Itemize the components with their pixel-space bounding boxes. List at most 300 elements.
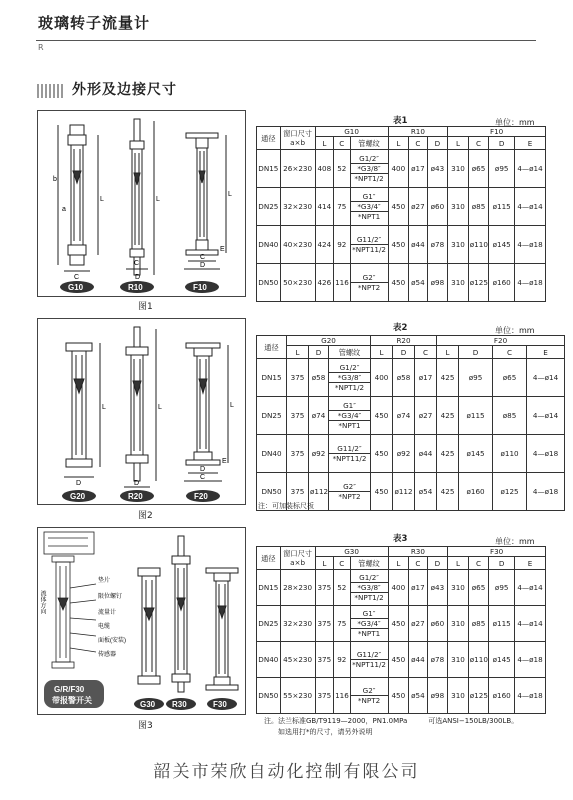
header-size: 通径 [257,127,281,150]
svg-text:D: D [200,262,206,269]
thread-line: *G3/8″ [351,164,388,174]
cell-value: 310 [448,188,469,226]
header-col: L [388,137,409,150]
cell-size: DN15 [257,150,281,188]
cell-value: 450 [388,264,409,302]
cell-value: ø60 [427,606,448,642]
thread-line: *NPT11/2 [352,660,386,669]
tag-r30: R30 [172,700,187,709]
cell-value: 4—ø18 [527,473,565,511]
svg-text:L: L [102,404,106,411]
cell-value: ø85 [468,188,489,226]
header-inlet-line2: a×b [290,558,306,567]
table3-caption: 表3 [393,534,408,544]
header-col: E [515,137,546,150]
cell-value: 400 [388,570,409,606]
cell-value: ø27 [409,606,428,642]
cell-value: 4—ø14 [515,570,546,606]
r10-drawing [126,119,154,275]
thread-line: *G3/4″ [351,619,388,629]
table-3 [256,546,546,714]
table-row [257,264,546,302]
cell-value: 75 [334,188,350,226]
cell-value: 4—ø14 [527,359,565,397]
header-col: D [459,346,493,359]
header-col: D [427,137,448,150]
header-group: F10 [448,127,546,137]
thread-line: *NPT1 [338,421,361,430]
svg-text:a: a [62,206,66,213]
cell-value: ø60 [427,188,448,226]
thread-line: *NPT1/2 [334,383,365,392]
cell-value: 426 [315,264,334,302]
header-col: D [489,137,515,150]
header-group: F20 [437,336,565,346]
thread-line: G11/2″ [351,650,388,660]
header-col: 管螺纹 [350,557,388,570]
svg-text:C: C [200,474,206,481]
header-group: R10 [388,127,448,137]
thread-line: *G3/8″ [351,583,388,593]
table2-caption: 表2 [393,323,408,333]
cell-value: ø17 [409,150,428,188]
cell-value: ø65 [468,150,489,188]
thread-line: G1/2″ [351,573,388,583]
table-row [257,188,546,226]
header-col: D [427,557,448,570]
alarm-subtitle: 带报警开关 [52,696,92,705]
svg-text:E: E [222,458,227,465]
header-group: G20 [287,336,371,346]
flow-direction-label: 流体方向 [39,590,45,614]
header-col: E [515,557,546,570]
cell-thread [350,150,388,188]
cell-value: 450 [371,397,393,435]
svg-text:L: L [156,196,160,203]
thread-line: G1″ [351,609,388,619]
cell-thread [350,264,388,302]
annotation-sensor: 传感器 [98,652,117,658]
header-col: L [315,137,334,150]
cell-value: ø160 [459,473,493,511]
header-size: 通径 [257,547,281,570]
thread-line: *NPT2 [338,492,361,501]
cell-value: 4—ø18 [515,642,546,678]
cell-value: ø43 [427,150,448,188]
table-row [257,570,546,606]
cell-value: 4—ø18 [527,435,565,473]
cell-value: 408 [315,150,334,188]
table-row [257,397,565,435]
cell-value: ø145 [489,642,515,678]
table3-note1: 注。法兰标准GB/T9119—2000，PN1.0MPa 可选ANSI−150LB/300LB。 [264,717,519,725]
cell-value: ø92 [309,435,329,473]
cell-value: ø44 [415,435,437,473]
table-header-row [257,336,565,346]
thread-line: *G3/4″ [329,411,370,421]
table1-caption: 表1 [393,116,408,126]
header-group: G10 [315,127,388,137]
cell-value: ø85 [468,606,489,642]
r30-drawing [172,536,190,692]
header-mark: R [38,43,44,52]
header-group: G30 [315,547,388,557]
table-subheader-row [257,346,565,359]
cell-size: DN50 [257,264,281,302]
cell-value: 310 [448,642,469,678]
figure-2-caption: 图2 [138,511,153,521]
cell-value: 116 [334,678,350,714]
cell-value: 4—ø18 [515,264,546,302]
cell-value: 375 [315,570,334,606]
table-row [257,678,546,714]
cell-value: 450 [371,473,393,511]
header-inlet-line1: 窗口尺寸 [283,129,312,138]
cell-thread [329,397,371,435]
cell-value: ø65 [493,359,527,397]
header-col: L [388,557,409,570]
cell-value: ø58 [393,359,415,397]
thread-line: *NPT1/2 [354,593,384,602]
header-col: C [409,137,428,150]
annotation-flowmeter: 流量计 [98,610,117,616]
cell-value: ø145 [459,435,493,473]
cell-value: ø54 [415,473,437,511]
cell-value: ø110 [468,642,489,678]
table-1 [256,126,546,302]
header-size: 通径 [257,336,287,359]
svg-text:C: C [134,260,140,267]
cell-inlet: 50×230 [280,264,315,302]
svg-text:L: L [100,196,104,203]
company-footer: 韶关市荣欣自动化控制有限公司 [153,762,420,782]
annotation-cable: 电缆 [98,624,111,630]
cell-value: ø115 [489,606,515,642]
cell-value: 450 [388,226,409,264]
cell-value: 52 [334,570,350,606]
svg-text:L: L [228,191,232,198]
header-col: D [393,346,415,359]
cell-value: 116 [334,264,350,302]
alarm-title: G/R/F30 [54,685,85,694]
header-col: L [437,346,459,359]
thread-line: G1/2″ [329,363,370,373]
cell-thread [329,435,371,473]
cell-value: 375 [287,435,309,473]
svg-text:D: D [135,274,141,281]
cell-value: ø125 [468,678,489,714]
header-col: L [448,137,469,150]
thread-line: *NPT1/2 [354,174,384,183]
figure-2 [37,318,246,505]
thread-line: *G3/8″ [329,373,370,383]
cell-value: ø95 [459,359,493,397]
svg-text:C: C [200,254,206,261]
alarm-circuit-diagram [44,532,96,668]
cell-value: ø27 [415,397,437,435]
cell-value: ø112 [309,473,329,511]
cell-value: 414 [315,188,334,226]
cell-value: ø65 [468,570,489,606]
cell-value: 425 [437,435,459,473]
cell-thread [350,678,388,714]
cell-size: DN50 [257,678,281,714]
cell-size: DN40 [257,642,281,678]
cell-thread [350,606,388,642]
header-col: C [415,346,437,359]
cell-value: 310 [448,678,469,714]
cell-value: 425 [437,359,459,397]
cell-size: DN25 [257,397,287,435]
cell-value: ø54 [409,264,428,302]
header-col: E [527,346,565,359]
cell-value: 450 [388,606,409,642]
cell-value: ø43 [427,570,448,606]
cell-value: ø115 [459,397,493,435]
cell-value: ø92 [393,435,415,473]
cell-inlet: 28×230 [280,570,315,606]
cell-size: DN25 [257,606,281,642]
tag-g30: G30 [140,700,156,709]
header-col: L [287,346,309,359]
header-col: C [334,557,350,570]
cell-value: ø115 [489,188,515,226]
tag-f30: F30 [213,700,227,709]
cell-value: 375 [315,678,334,714]
table2-note: 注：可加装标尺板 [258,502,314,510]
header-col: C [468,557,489,570]
header-inlet [280,127,315,150]
cell-value: ø78 [427,226,448,264]
header-col: 管螺纹 [329,346,371,359]
cell-thread [329,359,371,397]
cell-value: 310 [448,264,469,302]
thread-line: G1/2″ [351,154,388,164]
g20-drawing [64,343,100,477]
cell-value: 4—ø14 [515,150,546,188]
cell-value: ø27 [409,188,428,226]
thread-line: *NPT1 [357,212,381,221]
cell-value: ø125 [493,473,527,511]
cell-thread [329,473,371,511]
cell-value: 375 [315,606,334,642]
svg-text:D: D [76,480,82,487]
header-col: C [334,137,350,150]
cell-value: ø44 [409,226,428,264]
header-col: 管螺纹 [350,137,388,150]
header-col: D [489,557,515,570]
cell-value: ø74 [393,397,415,435]
section-marker-icon [37,84,63,98]
svg-text:D: D [200,466,206,473]
cell-value: ø17 [409,570,428,606]
cell-value: ø160 [489,678,515,714]
f30-drawing [206,568,238,690]
table-row [257,359,565,397]
cell-inlet: 26×230 [280,150,315,188]
cell-size: DN25 [257,188,281,226]
cell-value: 424 [315,226,334,264]
table2-unit: 单位：mm [495,326,535,335]
cell-value: ø98 [427,678,448,714]
r20-drawing [124,327,156,487]
table-header-row [257,127,546,137]
header-col: L [315,557,334,570]
cell-value: 450 [371,435,393,473]
cell-value: 310 [448,150,469,188]
thread-line: *G3/4″ [351,202,388,212]
cell-inlet: 45×230 [280,642,315,678]
svg-text:C: C [74,274,80,281]
header-col: D [309,346,329,359]
header-col: L [448,557,469,570]
svg-text:L: L [230,402,234,409]
cell-inlet: 32×230 [280,188,315,226]
cell-thread [350,642,388,678]
cell-value: ø110 [493,435,527,473]
g30-drawing [138,568,160,684]
svg-text:E: E [220,246,225,253]
cell-thread [350,226,388,264]
header-group: R30 [388,547,448,557]
thread-line: G11/2″ [351,235,388,245]
page-title: 玻璃转子流量计 [38,14,151,32]
cell-value: 425 [437,473,459,511]
table-row [257,435,565,473]
cell-value: 4—ø14 [515,606,546,642]
cell-value: 450 [388,678,409,714]
table-row [257,642,546,678]
cell-value: 310 [448,226,469,264]
cell-value: 375 [287,473,309,511]
cell-value: ø85 [493,397,527,435]
header-inlet [280,547,315,570]
thread-line: G1″ [351,192,388,202]
header-col: L [371,346,393,359]
cell-value: 4—ø14 [515,188,546,226]
figure-1-caption: 图1 [138,302,153,312]
annotation-gasket: 垫片 [98,578,111,584]
tag-r10: R10 [128,283,143,292]
header-col: C [409,557,428,570]
table-row [257,606,546,642]
cell-value: 310 [448,570,469,606]
cell-inlet: 40×230 [280,226,315,264]
thread-line: G2″ [351,273,388,283]
svg-text:L: L [158,404,162,411]
cell-size: DN15 [257,359,287,397]
cell-value: ø95 [489,150,515,188]
thread-line: *NPT2 [357,283,381,292]
header-group: R20 [371,336,437,346]
tag-f10: F10 [193,283,207,292]
table-row [257,226,546,264]
figure-1 [37,110,246,297]
table3-note2: 如选用打*的尺寸，请另外说明 [264,728,373,736]
cell-value: 450 [388,642,409,678]
cell-size: DN40 [257,226,281,264]
annotation-panel: 面板(安装) [98,638,126,644]
cell-value: 92 [334,226,350,264]
header-col: C [468,137,489,150]
title-rule [36,40,536,41]
cell-value: ø17 [415,359,437,397]
cell-value: ø58 [309,359,329,397]
cell-thread [350,570,388,606]
cell-value: ø112 [393,473,415,511]
thread-line: *NPT1 [357,629,381,638]
cell-value: ø125 [468,264,489,302]
table-row [257,150,546,188]
cell-value: 52 [334,150,350,188]
cell-inlet: 32×230 [280,606,315,642]
cell-value: 4—ø14 [527,397,565,435]
cell-value: 450 [388,188,409,226]
cell-value: 400 [371,359,393,397]
cell-value: 400 [388,150,409,188]
cell-value: ø54 [409,678,428,714]
cell-value: 4—ø18 [515,226,546,264]
cell-value: 92 [334,642,350,678]
thread-line: G2″ [351,686,388,696]
table3-unit: 单位：mm [495,537,535,546]
cell-size: DN50 [257,473,287,511]
cell-value: ø160 [489,264,515,302]
cell-size: DN15 [257,570,281,606]
cell-value: ø110 [468,226,489,264]
cell-value: 310 [448,606,469,642]
svg-text:b: b [53,176,57,183]
header-inlet-line2: a×b [290,138,306,147]
cell-size: DN40 [257,435,287,473]
table-2 [256,335,565,511]
thread-line: G2″ [329,482,370,492]
cell-value: 375 [315,642,334,678]
cell-value: ø44 [409,642,428,678]
thread-line: *NPT2 [357,696,381,705]
cell-value: 375 [287,397,309,435]
tag-g20: G20 [70,492,86,501]
tag-f20: F20 [194,492,208,501]
g10-drawing [58,125,98,271]
table-header-row [257,547,546,557]
cell-value: ø98 [427,264,448,302]
svg-text:D: D [134,480,140,487]
section-title: 外形及边接尺寸 [72,82,177,98]
tag-g10: G10 [68,283,84,292]
cell-value: ø95 [489,570,515,606]
cell-value: 4—ø18 [515,678,546,714]
annotation-screw: 限位螺钉 [98,594,123,600]
thread-line: G11/2″ [329,444,370,454]
figure-3-caption: 图3 [138,721,153,731]
figure-3 [37,527,246,715]
header-inlet-line1: 窗口尺寸 [283,549,312,558]
cell-inlet: 55×230 [280,678,315,714]
tag-r20: R20 [128,492,143,501]
cell-value: ø74 [309,397,329,435]
header-group: F30 [448,547,546,557]
cell-value: 425 [437,397,459,435]
thread-line: G1″ [329,401,370,411]
table1-unit: 单位：mm [495,118,535,127]
cell-thread [350,188,388,226]
cell-value: 375 [287,359,309,397]
header-col: C [493,346,527,359]
thread-line: *NPT11/2 [352,245,386,254]
cell-value: 75 [334,606,350,642]
cell-value: ø78 [427,642,448,678]
